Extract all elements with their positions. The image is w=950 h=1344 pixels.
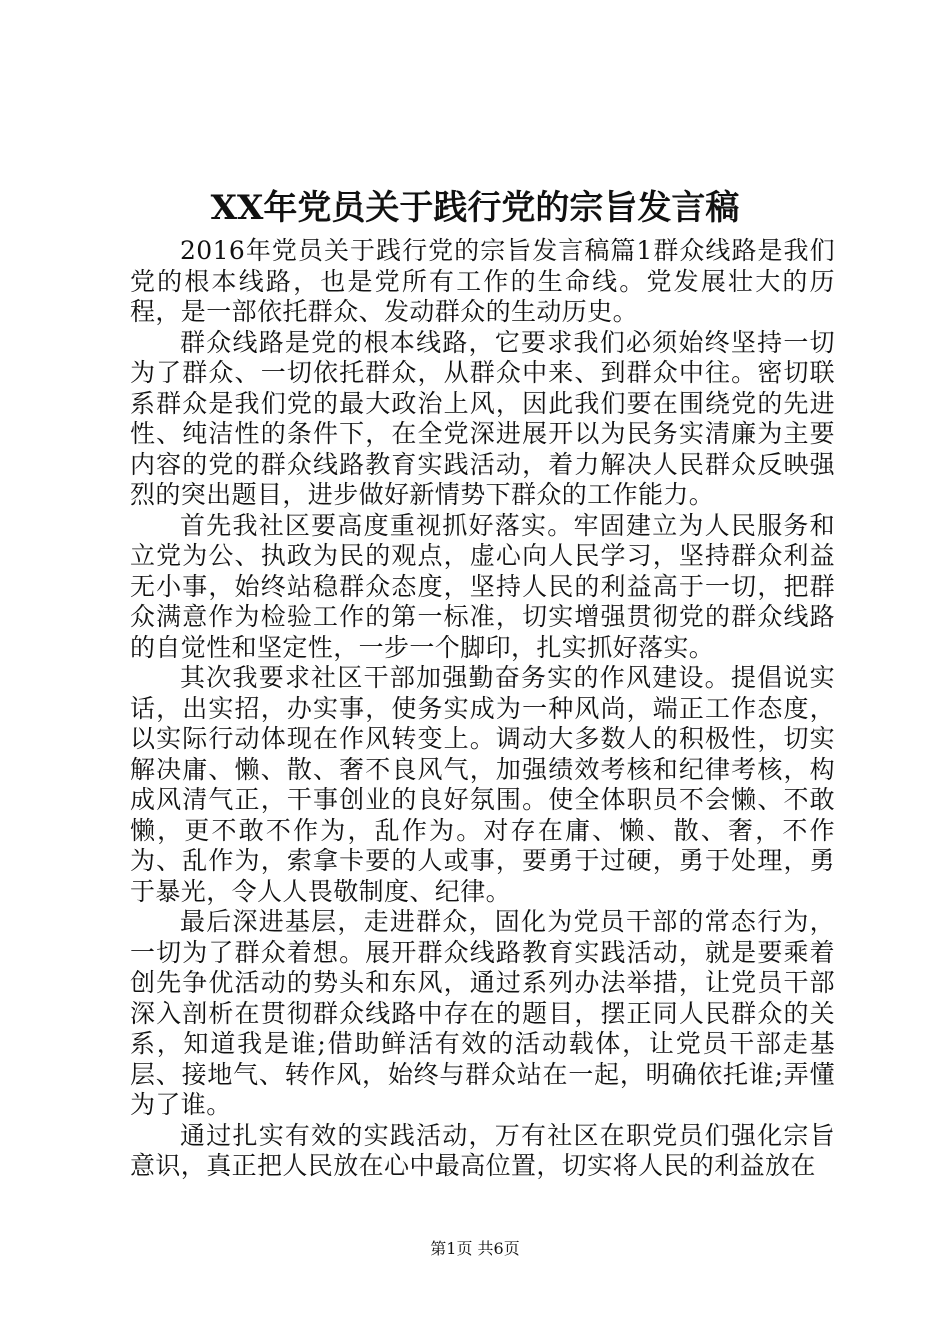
paragraph-6: 通过扎实有效的实践活动，万有社区在职党员们强化宗旨意识，真正把人民放在心中最高位置，切实将人民的利益放在 xyxy=(130,1120,835,1180)
paragraph-3: 首先我社区要高度重视抓好落实。牢固建立为人民服务和立党为公、执政为民的观点，虚心向人民学习，坚持群众利益无小事，始终站稳群众态度，坚持人民的利益高于一切，把群众满意作为检验工作的第一标准，切实增强贯彻党的群众线路的自觉性和坚定性，一步一个脚印，扎实抓好落实。 xyxy=(130,510,835,662)
paragraph-4: 其次我要求社区干部加强勤奋务实的作风建设。提倡说实话，出实招，办实事，使务实成为一种风尚，端正工作态度，以实际行动体现在作风转变上。调动大多数人的积极性，切实解决庸、懒、散、奢不良风气，加强绩效考核和纪律考核，构成风清气正，干事创业的良好氛围。使全体职员不会懒、不敢懒，更不敢不作为，乱作为。对存在庸、懒、散、奢，不作为、乱作为，索拿卡要的人或事，要勇于过硬，勇于处理，勇于暴光，令人人畏敬制度、纪律。 xyxy=(130,663,835,906)
paragraph-5: 最后深进基层，走进群众，固化为党员干部的常态行为，一切为了群众着想。展开群众线路教育实践活动，就是要乘着创先争优活动的势头和东风，通过系列办法举措，让党员干部深入剖析在贯彻群众线路中存在的题目，摆正同人民群众的关系，知道我是谁;借助鲜活有效的活动载体，让党员干部走基层、接地气、转作风，始终与群众站在一起，明确依托谁;弄懂为了谁。 xyxy=(130,907,835,1119)
page-footer: 第1页 共6页 xyxy=(430,1239,520,1258)
document-title: XX年党员关于践行党的宗旨发言稿 xyxy=(210,188,740,228)
paragraph-1: 2016年党员关于践行党的宗旨发言稿篇1群众线路是我们党的根本线路，也是党所有工作的生命线。党发展壮大的历程，是一部依托群众、发动群众的生动历史。 xyxy=(130,236,835,326)
paragraph-2: 群众线路是党的根本线路，它要求我们必须始终坚持一切为了群众、一切依托群众，从群众中来、到群众中往。密切联系群众是我们党的最大政治上风，因此我们要在围绕党的先进性、纯洁性的条件下，在全党深进展开以为民务实清廉为主要内容的党的群众线路教育实践活动，着力解决人民群众反映强烈的突出题目，进步做好新情势下群众的工作能力。 xyxy=(130,327,835,509)
document-body xyxy=(130,236,835,1182)
